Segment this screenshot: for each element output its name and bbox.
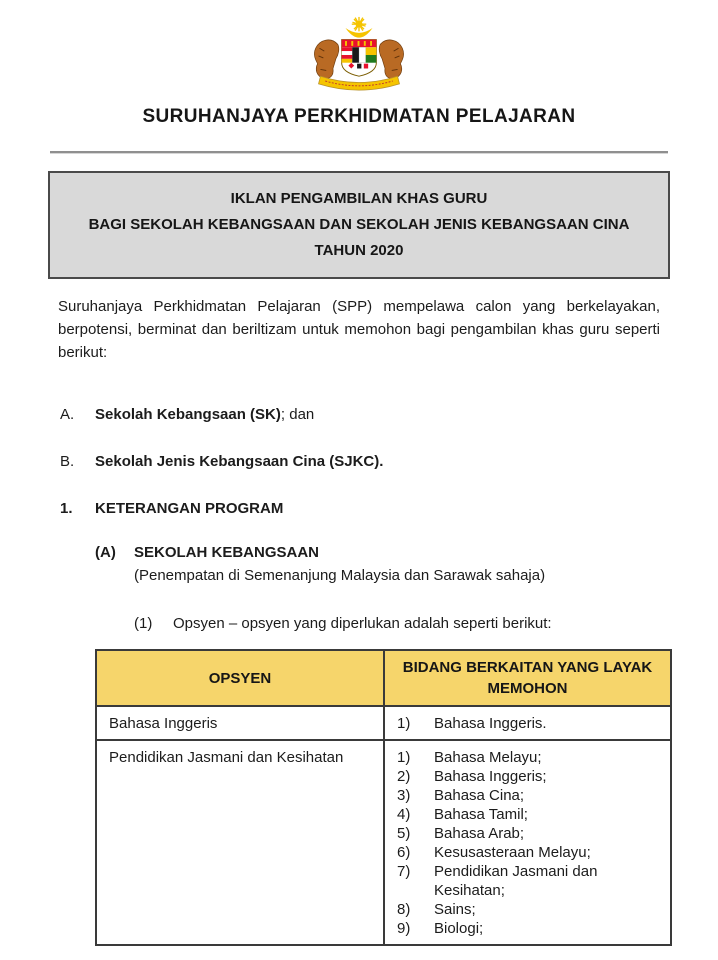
table-row: [96, 740, 671, 945]
list-item-b: [60, 452, 660, 471]
notice-box: [48, 171, 670, 279]
opsyen-item-text: Opsyen – opsyen yang diperlukan adalah seperti berikut:: [173, 615, 552, 632]
opsyen-intro-line: [134, 614, 672, 633]
cell-opsyen-2: Pendidikan Jasmani dan Kesihatan: [96, 740, 384, 945]
table-header-opsyen: OPSYEN: [96, 650, 384, 706]
list-item-a: [60, 405, 660, 424]
header-divider: [50, 151, 668, 154]
table-row: [96, 706, 671, 740]
table-header-bidang: BIDANG BERKAITAN YANG LAYAK MEMOHON: [384, 650, 671, 706]
cell-opsyen-1: Bahasa Inggeris: [96, 706, 384, 740]
subsection-title: SEKOLAH KEBANGSAAN: [134, 544, 320, 561]
section-heading: [60, 499, 660, 518]
list-item-a-text: Sekolah Kebangsaan (SK); dan: [95, 406, 315, 423]
school-options-list: [60, 405, 660, 471]
notice-line-1: IKLAN PENGAMBILAN KHAS GURU: [230, 190, 488, 207]
notice-line-3: TAHUN 2020: [314, 242, 404, 259]
coat-of-arms-icon: [306, 15, 412, 95]
cell-bidang-1: 1) Bahasa Inggeris.: [384, 706, 671, 740]
intro-paragraph: Suruhanjaya Perkhidmatan Pelajaran (SPP) mempelawa calon yang berkelayakan, berpotensi, berminat dan beriltizam untuk memohon bagi pengambilan khas guru seperti berikut:: [58, 298, 660, 361]
subsection-label: (A): [95, 544, 116, 561]
cell-bidang-2: 1) Bahasa Melayu; 2) Bahasa Inggeris; 3) Bahasa Cina; 4) Bahasa Tamil; 5) Bahasa Arab; 6) Kesusasteraan Melayu; 7) Pendidikan Jasmani dan Kesihatan; 8) Sains; 9) Biologi;: [384, 740, 671, 945]
org-title: SURUHANJAYA PERKHIDMATAN PELAJARAN: [142, 106, 576, 127]
subsection-a: [95, 541, 660, 587]
subsection-body: [134, 541, 545, 587]
section-title: KETERANGAN PROGRAM: [95, 500, 284, 517]
notice-line-2: BAGI SEKOLAH KEBANGSAAN DAN SEKOLAH JENIS KEBANGSAAN CINA: [88, 216, 630, 233]
list-item-b-label: B.: [60, 453, 75, 470]
opsyen-table: [95, 649, 672, 946]
subsection-note: (Penempatan di Semenanjung Malaysia dan Sarawak sahaja): [134, 567, 546, 584]
list-item-b-text: Sekolah Jenis Kebangsaan Cina (SJKC).: [95, 453, 384, 470]
table-header-row: [96, 650, 671, 706]
section-number: 1.: [60, 500, 73, 517]
malaysia-coat-of-arms-logo: [306, 15, 412, 95]
list-item-a-label: A.: [60, 406, 75, 423]
opsyen-item-label: (1): [134, 615, 153, 632]
